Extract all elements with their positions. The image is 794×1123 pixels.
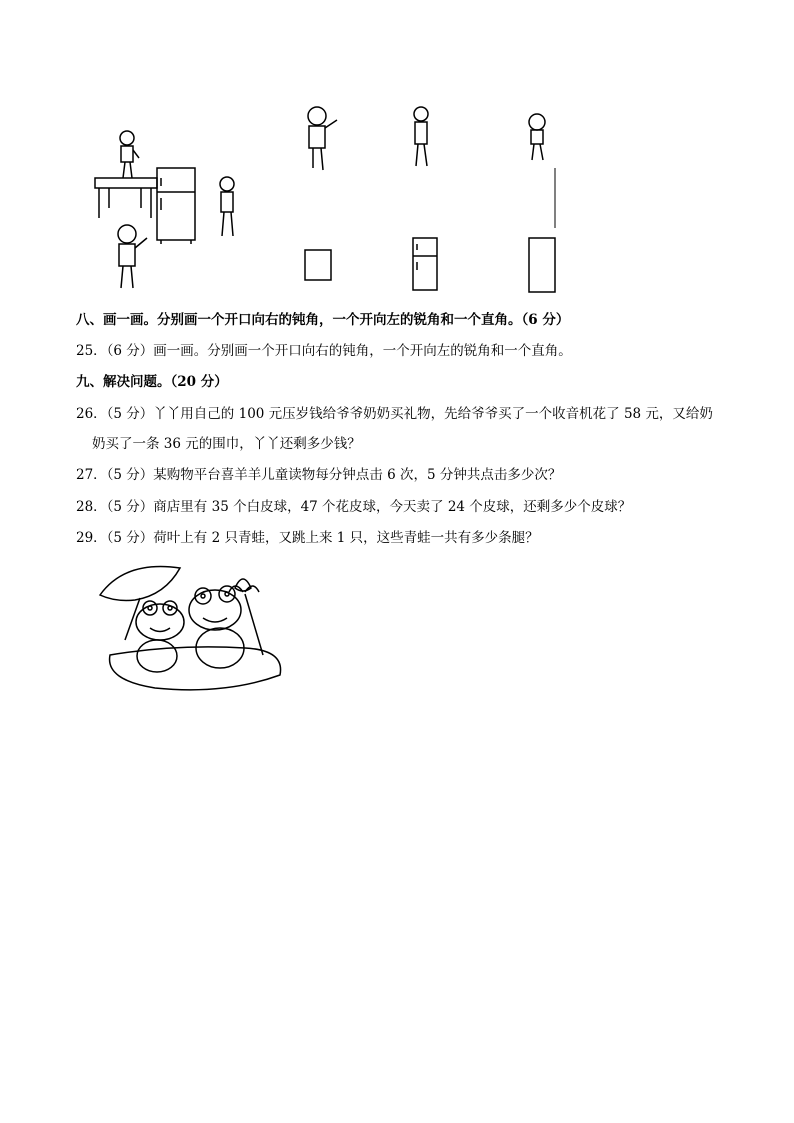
- view-fridge-top: [305, 250, 331, 280]
- question-26-line-2: 奶买了一条 36 元的围巾，丫丫还剩多少钱？: [92, 436, 361, 452]
- child-right-figure: [220, 177, 234, 236]
- view-fridge-side: [529, 238, 555, 292]
- question-26-line-1: 26．（5 分）丫丫用自己的 100 元压岁钱给爷爷奶奶买礼物，先给爷爷买了一个收音机花了 58 元，又给奶: [76, 406, 713, 422]
- view-child-1: [308, 107, 337, 170]
- view-child-3: [529, 114, 545, 160]
- frogs-on-lotus-leaf-illustration: [95, 560, 290, 695]
- child-on-table-figure: [120, 131, 139, 178]
- question-25: 25．（6 分）画一画。分别画一个开口向右的钝角，一个开向左的锐角和一个直角。: [76, 343, 572, 359]
- observation-scene-illustration: [85, 100, 565, 300]
- question-27: 27．（5 分）某购物平台喜羊羊儿童读物每分钟点击 6 次，5 分钟共点击多少次？: [76, 467, 562, 483]
- view-child-2: [414, 107, 428, 166]
- section-8-heading: 八、画一画。分别画一个开口向右的钝角，一个开向左的锐角和一个直角。（6 分）: [76, 312, 570, 328]
- table-figure: [95, 178, 157, 218]
- section-9-heading: 九、解决问题。（20 分）: [76, 374, 228, 390]
- question-28: 28．（5 分）商店里有 35 个白皮球，47 个花皮球，今天卖了 24 个皮球，还剩多少个皮球？: [76, 499, 632, 515]
- fridge-figure: [157, 168, 195, 244]
- child-front-figure: [118, 225, 147, 288]
- question-29: 29．（5 分）荷叶上有 2 只青蛙，又跳上来 1 只，这些青蛙一共有多少条腿？: [76, 530, 539, 546]
- view-fridge-front: [413, 238, 437, 290]
